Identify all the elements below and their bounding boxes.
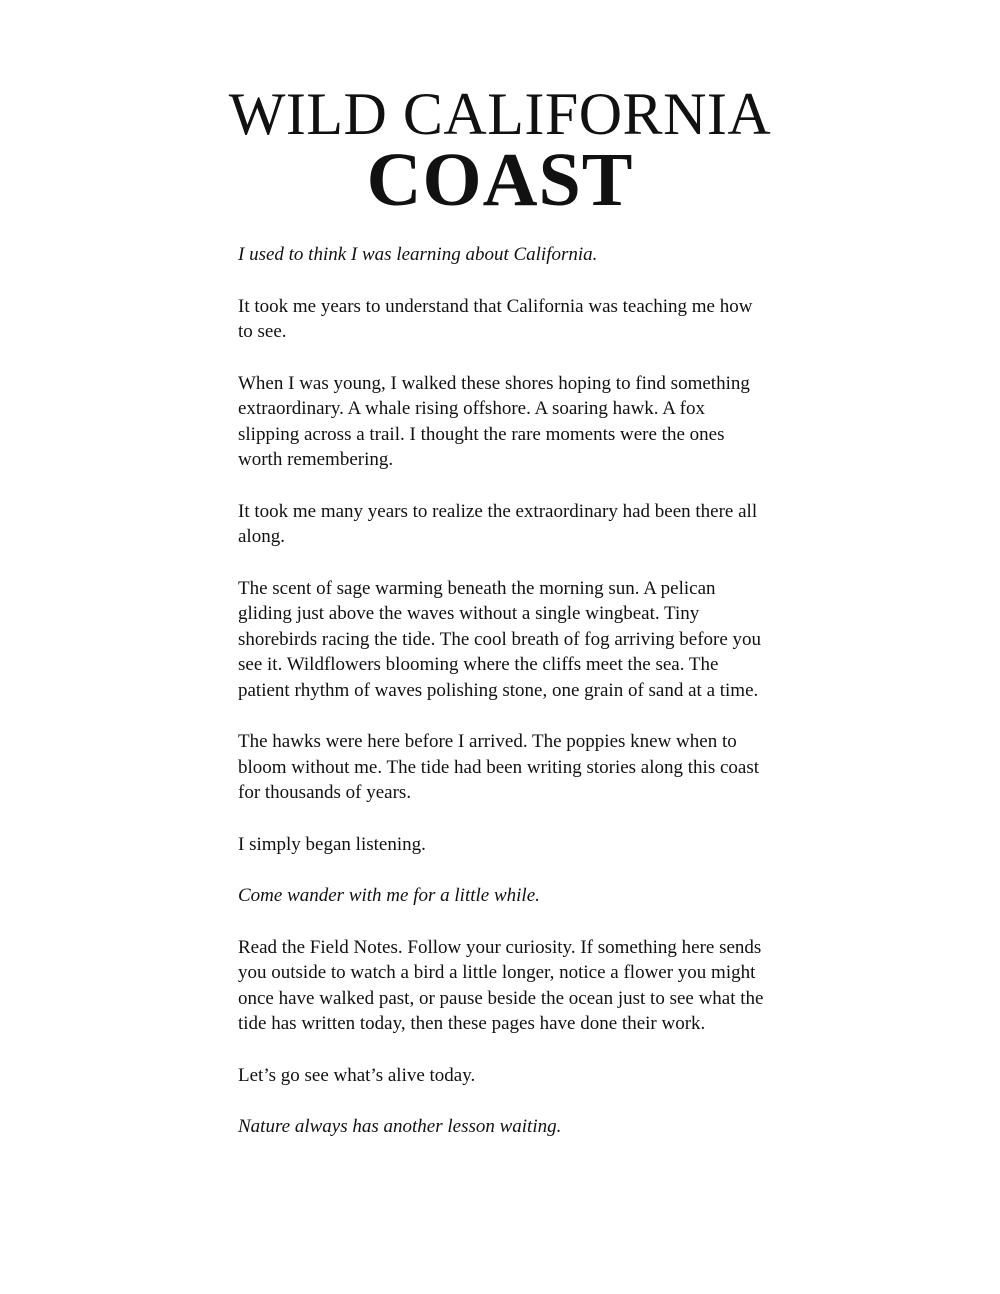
paragraph: I used to think I was learning about California.: [238, 244, 598, 265]
paragraph: Nature always has another lesson waiting.: [238, 1116, 562, 1137]
body-text: [238, 242, 768, 1166]
paragraph: It took me many years to realize the extraordinary had been there all along.: [238, 500, 758, 547]
paragraph: Let’s go see what’s alive today.: [238, 1064, 476, 1086]
page-title-line-1: WILD CALIFORNIA: [228, 81, 772, 147]
page-title-line-2: COAST: [366, 138, 634, 222]
paragraph: The scent of sage warming beneath the morning sun. A pelican gliding just above the waves without a single wingbeat. Tiny shorebirds racing the tide. The cool breath of fog arriving before you see it. Wildflowers blooming where the cliffs meet the sea. The patient rhythm of waves polishing stone, one grain of sand at a time.: [238, 577, 762, 701]
paragraph: The hawks were here before I arrived. The poppies knew when to bloom without me. The tide had been writing stories along this coast for thousands of years.: [238, 731, 760, 803]
paragraph: Read the Field Notes. Follow your curiosity. If something here sends you outside to watch a bird a little longer, notice a flower you might once have walked past, or pause beside the ocean just to see what the tide has written today, then these pages have done their work.: [238, 936, 764, 1034]
paragraph: I simply began listening.: [238, 833, 426, 855]
paragraph: It took me years to understand that California was teaching me how to see.: [238, 295, 753, 342]
paragraph: Come wander with me for a little while.: [238, 885, 540, 906]
paragraph: When I was young, I walked these shores hoping to find something extraordinary. A whale rising offshore. A soaring hawk. A fox slipping across a trail. I thought the rare moments were the ones worth remembering.: [238, 372, 750, 470]
